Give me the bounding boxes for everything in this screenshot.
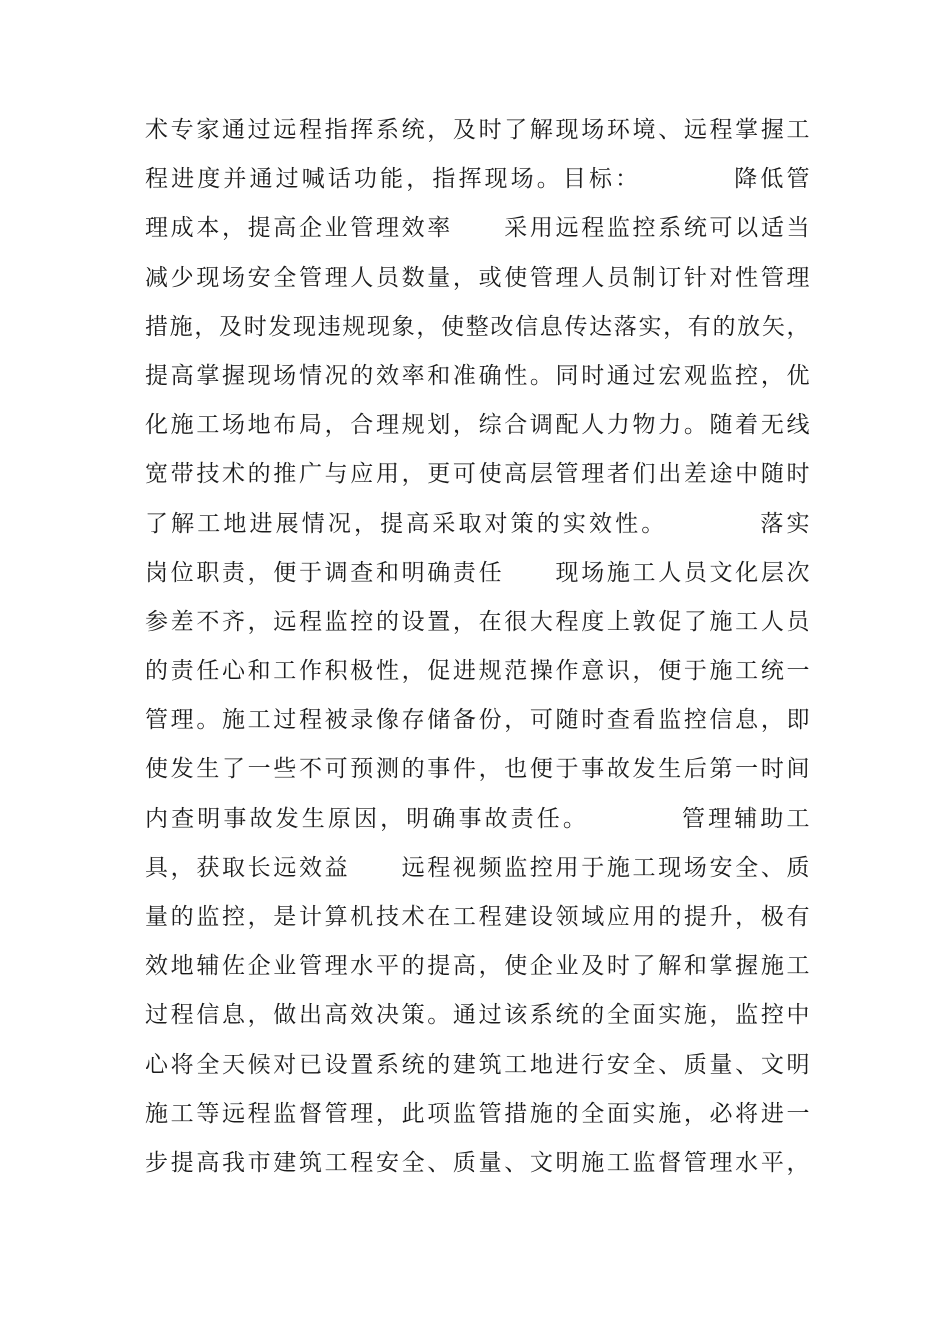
text-line-20: 心将全天候对已设置系统的建筑工地进行安全、质量、文明 [145, 1051, 810, 1078]
text-line-13: 管理。施工过程被录像存储备份，可随时查看监控信息，即 [145, 707, 810, 734]
text-line-22: 步提高我市建筑工程安全、质量、文明施工监督管理水平， [145, 1149, 810, 1176]
body-text [145, 106, 810, 1188]
text-line-15: 内查明事故发生原因，明确事故责任。 管理辅助工 [145, 805, 810, 832]
text-line-11: 参差不齐，远程监控的设置，在很大程度上敦促了施工人员 [145, 608, 810, 635]
text-line-8: 宽带技术的推广与应用，更可使高层管理者们出差途中随时 [145, 461, 810, 488]
text-line-9: 了解工地进展情况，提高采取对策的实效性。 落实 [145, 510, 810, 537]
text-line-10: 岗位职责，便于调查和明确责任 现场施工人员文化层次 [145, 559, 810, 586]
text-line-2: 程进度并通过喊话功能，指挥现场。目标： 降低管 [145, 166, 810, 193]
text-line-21: 施工等远程监督管理，此项监管措施的全面实施，必将进一 [145, 1100, 810, 1127]
text-line-1: 术专家通过远程指挥系统，及时了解现场环境、远程掌握工 [145, 117, 810, 143]
text-line-3: 理成本，提高企业管理效率 采用远程监控系统可以适当 [145, 215, 810, 242]
text-line-4: 减少现场安全管理人员数量，或使管理人员制订针对性管理 [145, 264, 810, 291]
text-line-18: 效地辅佐企业管理水平的提高，使企业及时了解和掌握施工 [145, 953, 810, 980]
text-line-6: 提高掌握现场情况的效率和准确性。同时通过宏观监控，优 [145, 362, 810, 389]
text-line-16: 具，获取长远效益 远程视频监控用于施工现场安全、质 [145, 854, 810, 881]
text-line-19: 过程信息，做出高效决策。通过该系统的全面实施，监控中 [145, 1002, 810, 1029]
text-line-7: 化施工场地布局，合理规划，综合调配人力物力。随着无线 [145, 412, 810, 439]
text-line-5: 措施，及时发现违规现象，使整改信息传达落实，有的放矢， [145, 313, 810, 340]
text-line-17: 量的监控，是计算机技术在工程建设领域应用的提升，极有 [145, 904, 810, 930]
text-line-14: 使发生了一些不可预测的事件，也便于事故发生后第一时间 [145, 756, 810, 783]
text-line-12: 的责任心和工作积极性，促进规范操作意识，便于施工统一 [145, 658, 810, 685]
